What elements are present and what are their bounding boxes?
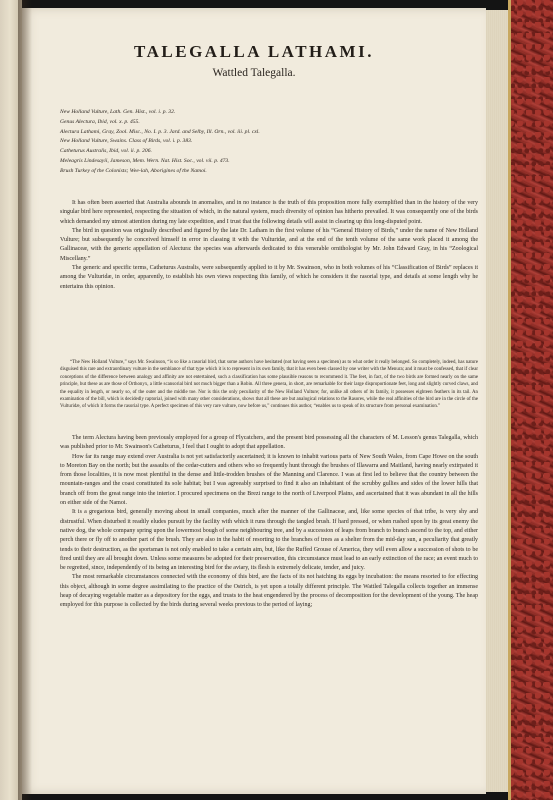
synonym-line: New Holland Vulture, Lath. Gen. Hist., vol. i. p. 32. <box>60 109 176 115</box>
quoted-footnote <box>60 359 478 411</box>
paragraph: It is a gregarious bird, generally moving about in small companies, much after the manner of the Gallinaceæ, and, like some species of that tribe, is very shy and distrustful. When disturbed it readily eludes pursuit by the facility with which it runs through the tangled brush. If hard pressed, or when rushed upon by its great enemy the native dog, the whole company spring upon the lowermost bough of some neighbouring tree, and by a succession of leaps from branch to branch ascend to the top, and either perch there or fly off to another part of the brush. They are also in the habit of resorting to the branches of trees as a shelter from the mid-day sun, a peculiarity that greatly tends to their destruction, as the sportsman is not only enabled to take a certain aim, but, like the Ruffed Grouse of America, they will even allow a succession of shots to be fired until they are all brought down. Unless some measures be adopted for their preservation, this circumstance must lead to an early extinction of the race; an event much to be regretted, since, independently of its being an interesting bird for the aviary, its flesh is extremely delicate, tender, and juicy. <box>60 509 478 572</box>
synonym-line: Catheturus Australis, Ibid, vol. ii. p. 206. <box>60 148 152 155</box>
body-text-lower <box>60 434 478 611</box>
footnote-paragraph: “The New Holland Vulture,” says Mr. Swainson, “is so like a rasorial bird, that some authors have hesitated (not having seen a specimen) as to what order it really belonged. So completely, indeed, has nature disguised this rare and extraordinary vulture in the semblance of that type which it is to represent in its own family, that it has even been classed by one writer with the Menura; and it must be confessed, that if clear conceptions of the difference between analogy and affinity are not entertained, such a classification has some plausible reasons to recommend it. The feet, in fact, of the two birds are formed nearly on the same principle, but these as are those of Orthonyx, a little scansorial bird not much bigger than a Robin. All three genera, in short, are remarkable for their large disproportionate feet, long and slightly curved claws, and the equality in length, or nearly so, of the outer and the middle toe. Nor is this the only peculiarity of the New Holland Vulture; for, unlike all others of its family, it possesses eighteen feathers in its tail. An examination of the bill, which is decidedly raptorial, joined with many other considerations, shows that all these are but analogical relations to the Rasores, while the real affinities of the bird are in the circle of the Vulturidæ, of which it forms the rasorial type. A perfect specimen of this very rare vulture, now before us,” continues this author, “enables us to speak of its structure from personal examination.” <box>60 360 478 410</box>
gilt-edge <box>508 0 511 800</box>
page-title: TALEGALLA LATHAMI. <box>134 42 374 61</box>
synonym-line: Alectura Lathami, Gray, Zool. Misc., No. I. p. 3. Jard. and Selby, Ill. Orn., vol. iii. pl. cxl. <box>60 128 260 135</box>
paragraph: The generic and specific terms, Catheturus Australis, were subsequently applied to it by Mr. Swainson, who in both volumes of his “Classification of Birds” replaces it among the Vulturidæ, in order, apparently, to establish his own views respecting this family, of which he considers it the rasorial type, and details at some length why he entertains this opinion. <box>60 265 478 290</box>
marbled-endpaper <box>508 0 553 800</box>
gutter-shadow <box>18 0 32 800</box>
synonym-line: Meleagris Lindesayii, Jameson, Mem. Wern. Nat. Hist. Soc., vol. vii. p. 473. <box>60 157 230 164</box>
body-text-upper <box>60 199 478 292</box>
paragraph: It has often been asserted that Australia abounds in anomalies, and in no instance is the truth of this proposition more fully exemplified than in the history of the very singular bird here represented, respecting the situation of which, in the natural system, much diversity of opinion has hitherto prevailed. It was consequently one of the birds which demanded my utmost attention during my late expedition, and I trust that the following details will assist in clearing up this long-disputed point. <box>60 200 478 225</box>
synonym-line: New Holland Vulture, Swains. Class of Birds, vol. i. p. 383. <box>60 138 193 145</box>
synonym-line: Brush Turkey of the Colonists; Wee-lah, Aborigines of the Namoi. <box>60 167 207 174</box>
synonym-line: Genus Alectura, Ibid, vol. x. p. 455. <box>60 118 140 125</box>
paragraph: The bird in question was originally described and figured by the late Dr. Latham in the first volume of his “General History of Birds,” under the name of New Holland Vulture; but subsequently he conceived himself in error in classing it with the Vulturidæ, and at the end of the tenth volume of the same work placed it among the Gallinaceæ, with the generic appellation of Alectura: the species was afterwards dedicated to this venerable ornithologist by Mr. John Edward Gray, in his “Zoological Miscellany.” <box>60 227 478 262</box>
synonymy-list <box>60 108 478 177</box>
page-subtitle: Wattled Talegalla. <box>212 67 296 79</box>
paragraph: The term Alectura having been previously employed for a group of Flycatchers, and the present bird possessing all the characters of M. Lesson's genus Talegalla, which was published prior to Mr. Swainson's Catheturus, I feel that I ought to adopt that appellation. <box>60 435 478 451</box>
paragraph: How far its range may extend over Australia is not yet satisfactorily ascertained; it is known to inhabit various parts of New South Wales, from Cape Howe on the south to Moreton Bay on the north; but the assaults of the cedar-cutters and others who so frequently hunt through the brushes of Illawarra and Maitland, having nearly extirpated it from those localities, it is now most plentiful in the dense and little-trodden brushes of the Manning and Clarence. I was at first led to believe that the country between the mountain-ranges and the coast constituted its sole habitat; but I was agreeably surprised to find it also an inhabitant of the scrubby gullies and sides of the lower hills that branch off from the great range into the interior. I procured specimens on the Brezi range to the north of Liverpool Plains, and ascertained that it was abundant in all the hills on either side of the Namoi. <box>60 453 478 507</box>
paragraph: The most remarkable circumstances connected with the economy of this bird, are the facts of its not hatching its eggs by incubation: the means resorted to for effecting this object, although in some degree assimilating to the practice of the Ostrich, is yet upon a totally different principle. The Wattled Talegalla collects together an immense heap of decaying vegetable matter as a depository for the eggs, and trusts to the heat engendered by the process of decomposition for the development of the young. The heap employed for this purpose is collected by the birds during several weeks previous to the period of laying; <box>60 574 478 609</box>
page-stack-edges <box>486 10 508 792</box>
